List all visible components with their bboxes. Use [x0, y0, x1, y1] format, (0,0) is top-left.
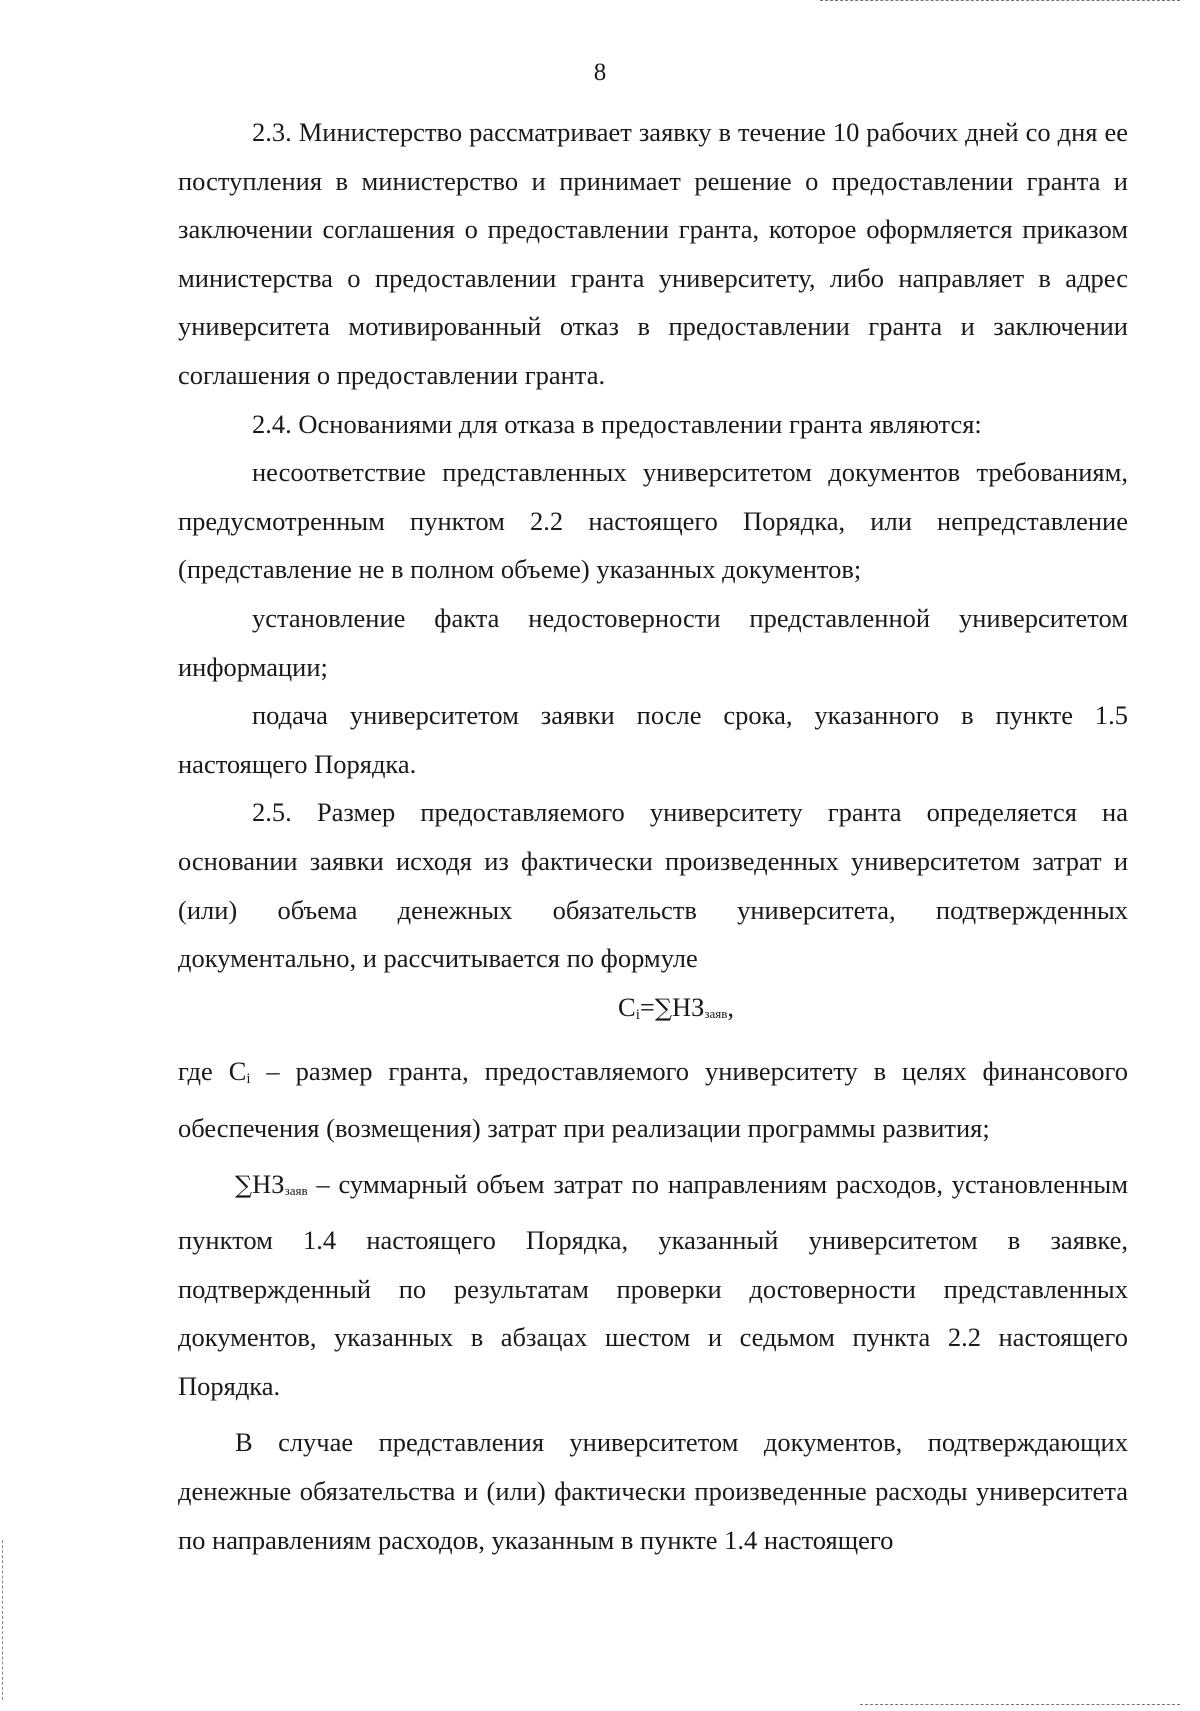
formula-sigma: ∑ [654, 993, 672, 1022]
paragraph-2-4: 2.4. Основаниями для отказа в предоставлении гранта являются: [252, 408, 982, 439]
paragraph-2-3: 2.3. Министерство рассматривает заявку в течение 10 рабочих дней со дня ее поступления в министерство и принимает решение о предоставлении гранта и заключении соглашения о предоставлении гранта, которое оформляется приказом министерства о предоставлении гранта университету, либо направляет в адрес университета мотивированный отказ в предоставлении гранта и заключении соглашения о предоставлении гранта. [178, 117, 1128, 390]
where-c: C [228, 1056, 247, 1087]
formula-nz: НЗ [671, 991, 705, 1022]
paragraph-refusal-ground-1: несоответствие представленных университетом документов требованиям, предусмотренным пунктом 2.2 настоящего Порядка, или непредставление (представление не в полном объеме) указанных документов; [178, 457, 1128, 585]
formula-comma: , [727, 991, 735, 1022]
sum-nz-subscript: заяв [284, 1183, 308, 1199]
paragraph-documents-case: В случае представления университетом документов, подтверждающих денежные обязательства и (или) фактически произведенные расходы университета по направлениям расходов, указанным в пункте 1.4 настоящего [178, 1427, 1128, 1555]
sum-nz: НЗ [252, 1169, 285, 1200]
grant-formula [178, 983, 1128, 1040]
scan-artifact-top [820, 0, 1180, 1]
formula-c: C [618, 991, 636, 1022]
scan-artifact-bottom [860, 1704, 1180, 1705]
where-c-subscript: i [246, 1071, 251, 1088]
paragraph-refusal-ground-2: установление факта недостоверности представленной университетом информации; [178, 602, 1128, 682]
sum-nz-description: – суммарный объем затрат по направлениям расходов, установленным пунктом 1.4 настоящего Порядка, указанный университетом в заявке, подтвержденный по результатам проверки достоверности представленных документов, указанных в абзацах шестом и седьмом пункта 2.2 настоящего Порядка. [178, 1169, 1128, 1401]
scan-artifact-left [2, 1540, 3, 1700]
sum-sigma: ∑ [235, 1171, 253, 1200]
formula-equals: = [639, 991, 655, 1022]
paragraph-2-5: 2.5. Размер предоставляемого университету гранта определяется на основании заявки исходя из фактически произведенных университетом затрат и (или) объема денежных обязательств университета, подтвержденных документально, и рассчитывается по формуле [178, 797, 1128, 974]
page-number: 8 [593, 59, 607, 86]
formula-c-subscript: i [635, 1006, 640, 1023]
paragraph-refusal-ground-3: подача университетом заявки после срока, указанного в пункте 1.5 настоящего Порядка. [178, 700, 1128, 779]
document-body [178, 108, 1128, 1564]
where-ci-description: – размер гранта, предоставляемого университету в целях финансового обеспечения (возмещения) затрат при реализации программы развития; [178, 1056, 1129, 1143]
paragraph-sum-nz [178, 1160, 1128, 1410]
paragraph-where-ci [178, 1047, 1128, 1152]
formula-nz-subscript: заяв [704, 1005, 728, 1021]
where-prefix: где [178, 1056, 229, 1087]
